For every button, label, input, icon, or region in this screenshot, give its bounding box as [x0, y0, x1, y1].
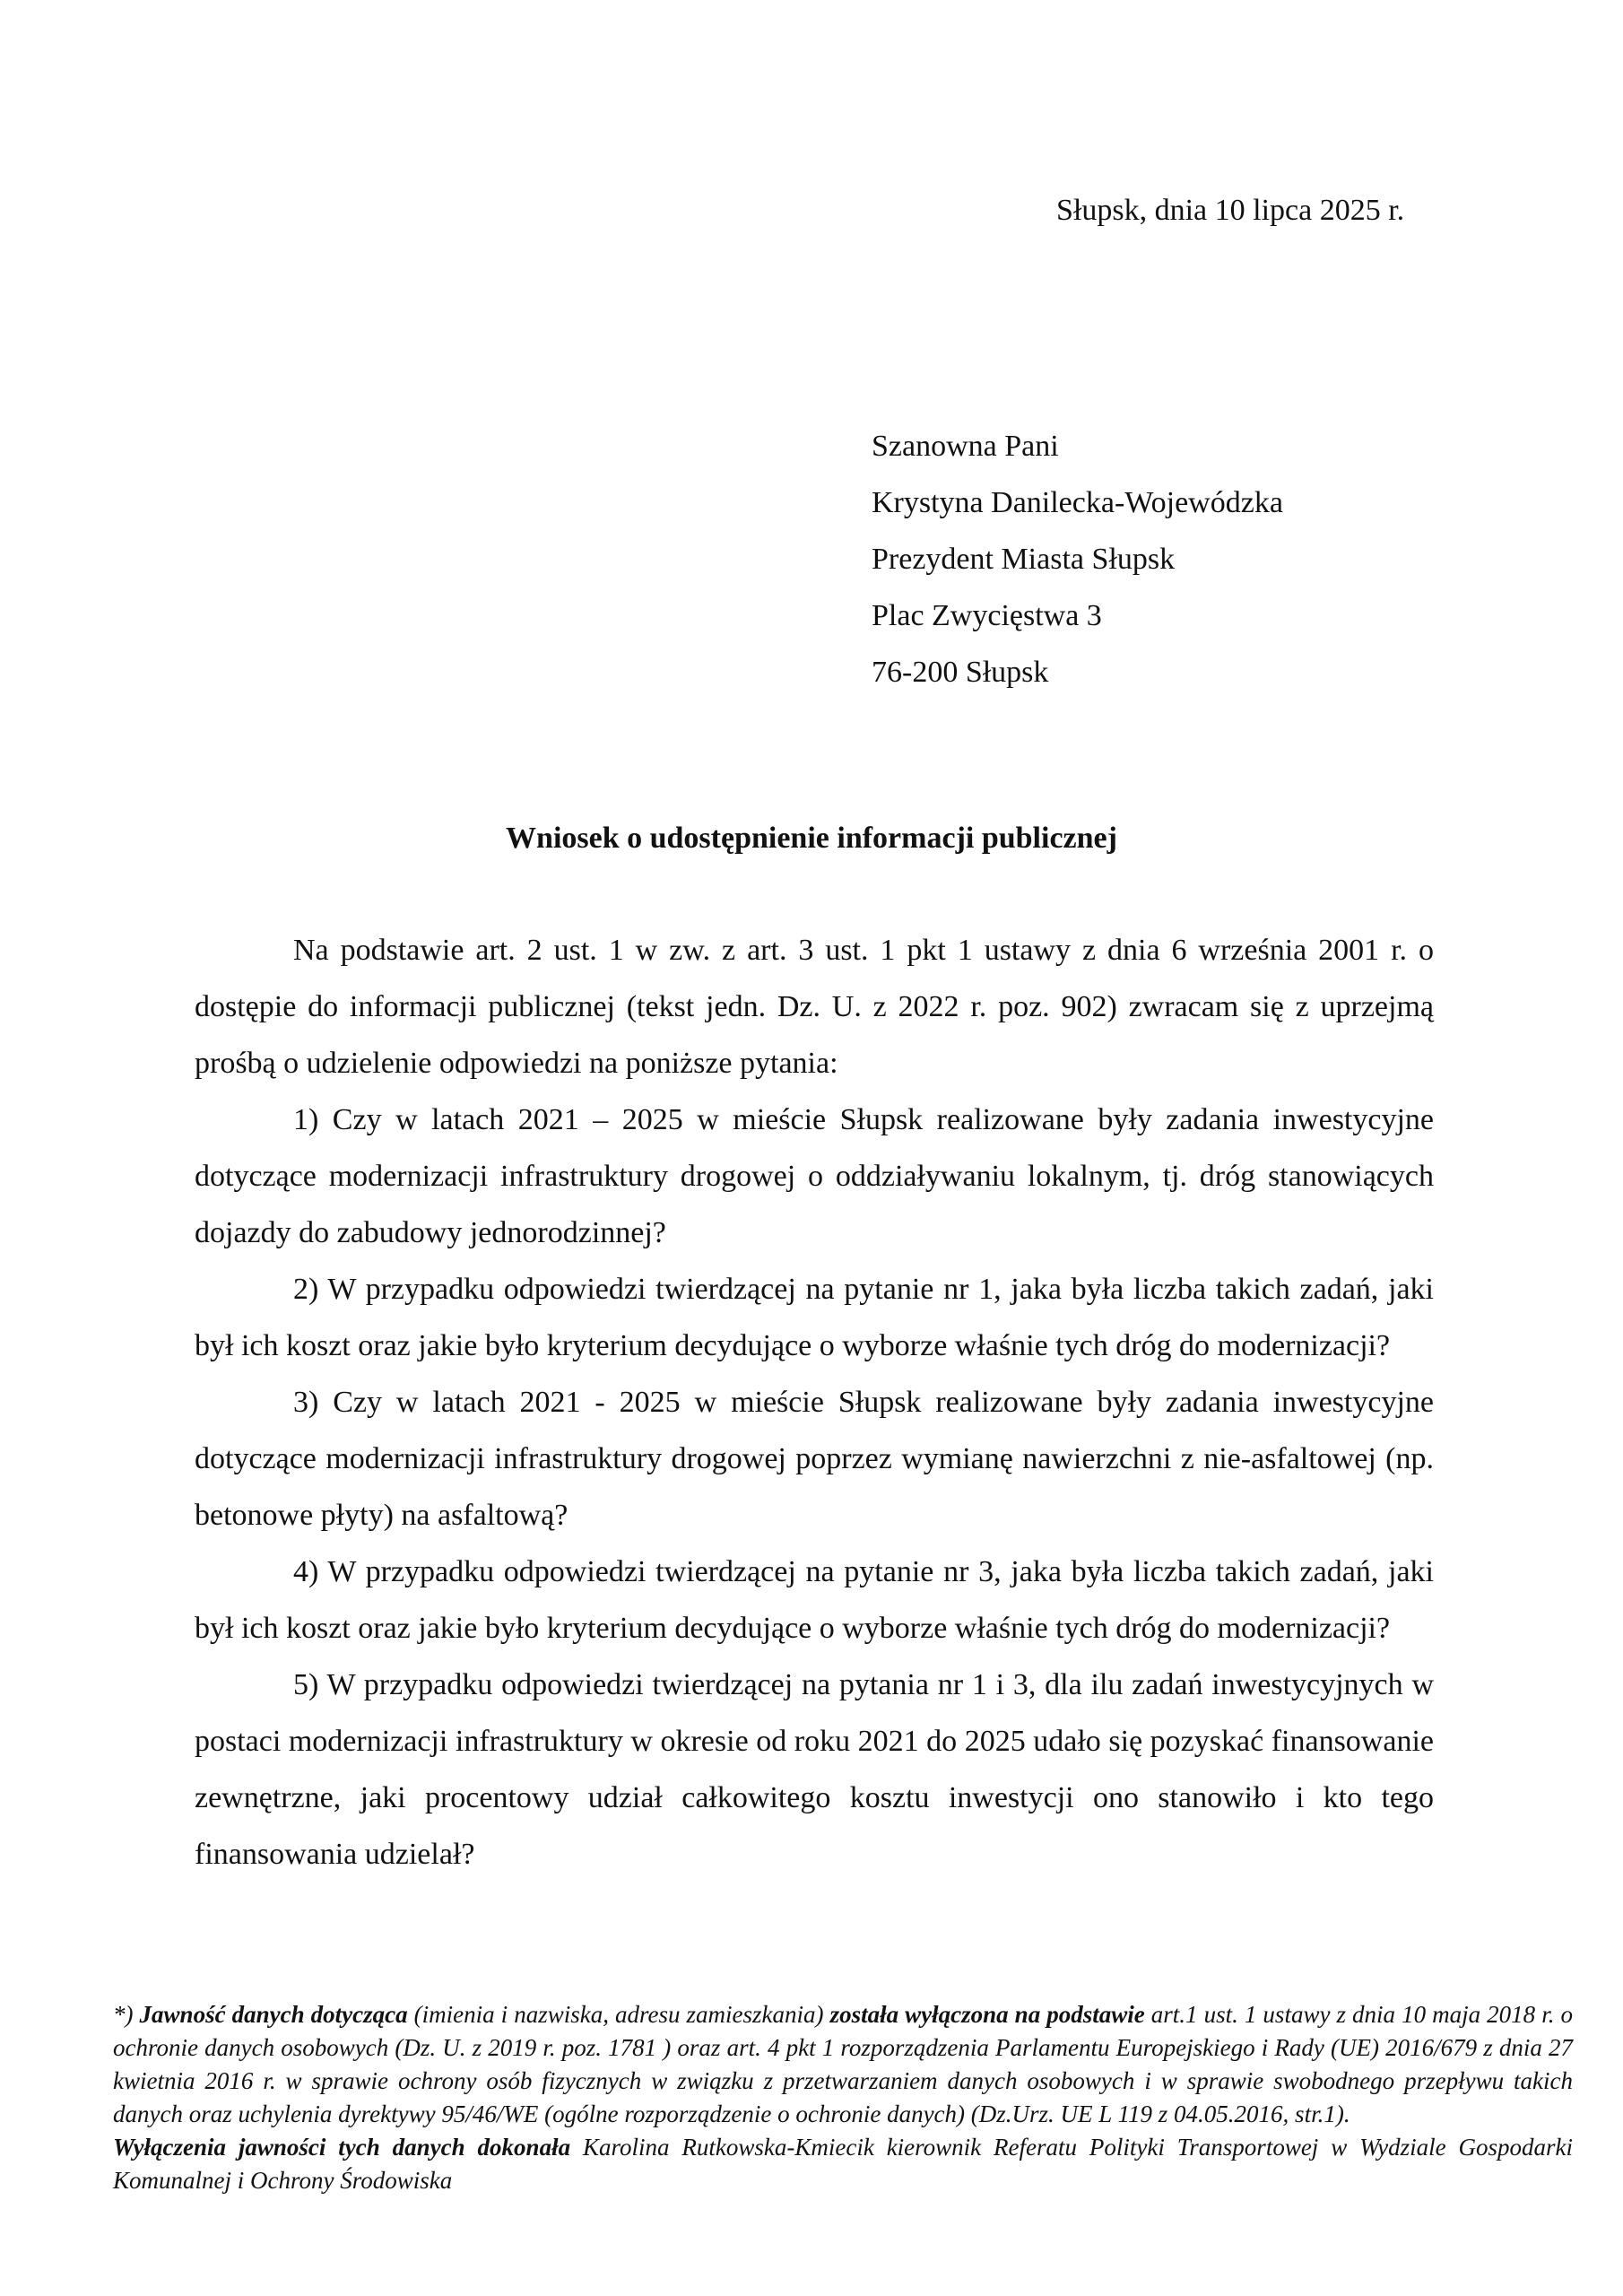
recipient-salutation: Szanowna Pani [872, 430, 1059, 463]
letter-body [195, 922, 1434, 1883]
footnote-text-2: art.1 ust. 1 ustawy z dnia 10 maja 2018 r. o ochronie danych osobowych (Dz. U. z 2019 r. poz. 1781 ) oraz art. 4 pkt 1 rozporządzenia Parlamentu Europejskiego i Rady (UE) 2016/679 z dnia 27 kwietnia 2016 r. w sprawie ochrony osób fizycznych w związku z przetwarzaniem danych osobowych i w sprawie swobodnego przepływu takich danych oraz uchylenia dyrektywy 95/46/WE (ogólne rozporządzenie o ochronie danych) (Dz.Urz. UE L 119 z 04.05.2016, str.1). [113, 2001, 1573, 2127]
footnote-bold-3: Wyłączenia jawności tych danych dokonała [113, 2134, 571, 2161]
question-5: 5) W przypadku odpowiedzi twierdzącej na pytania nr 1 i 3, dla ilu zadań inwestycyjnych w postaci modernizacji infrastruktury w okresie od roku 2021 do 2025 udało się pozyskać finansowanie zewnętrzne, jaki procentowy udział całkowitego kosztu inwestycji ono stanowiło i kto tego finansowania udzielał? [195, 1668, 1434, 1871]
question-1: 1) Czy w latach 2021 – 2025 w mieście Słupsk realizowane były zadania inwestycyjne dotyczące modernizacji infrastruktury drogowej o oddziaływaniu lokalnym, tj. dróg stanowiących dojazdy do zabudowy jednorodzinnej? [195, 1103, 1434, 1249]
intro-paragraph: Na podstawie art. 2 ust. 1 w zw. z art. 3 ust. 1 pkt 1 ustawy z dnia 6 września 2001 r. o dostępie do informacji publicznej (tekst jedn. Dz. U. z 2022 r. poz. 902) zwracam się z uprzejmą prośbą o udzielenie odpowiedzi na poniższe pytania: [195, 934, 1434, 1080]
footnote-text-1: (imienia i nazwiska, adresu zamieszkania) [407, 2001, 830, 2028]
footnote-bold-2: została wyłączona na podstawie [829, 2001, 1145, 2028]
footnote-text-3: Karolina Rutkowska-Kmiecik kierownik Referatu Polityki Transportowej w Wydziale Gospodarki Komunalnej i Ochrony Środowiska [113, 2134, 1573, 2194]
question-4: 4) W przypadku odpowiedzi twierdzącej na pytanie nr 3, jaka była liczba takich zadań, jaki był ich koszt oraz jakie było kryterium decydujące o wyborze właśnie tych dróg do modernizacji? [195, 1555, 1434, 1645]
recipient-city: 76-200 Słupsk [872, 656, 1049, 689]
footnote-paragraph-2 [113, 2131, 1573, 2197]
question-3: 3) Czy w latach 2021 - 2025 w mieście Słupsk realizowane były zadania inwestycyjne dotyczące modernizacji infrastruktury drogowej poprzez wymianę nawierzchni z nie-asfaltowej (np. betonowe płyty) na asfaltową? [195, 1386, 1434, 1532]
recipient-position: Prezydent Miasta Słupsk [872, 543, 1176, 576]
recipient-address-block [872, 418, 1283, 700]
footnote-paragraph-1 [113, 1998, 1573, 2131]
recipient-street: Plac Zwycięstwa 3 [872, 599, 1102, 632]
question-2: 2) W przypadku odpowiedzi twierdzącej na pytanie nr 1, jaka była liczba takich zadań, jaki był ich koszt oraz jakie było kryterium decydujące o wyborze właśnie tych dróg do modernizacji? [195, 1273, 1434, 1362]
footnote [113, 1998, 1573, 2197]
letter-date: Słupsk, dnia 10 lipca 2025 r. [1056, 194, 1405, 227]
footnote-bold-1: Jawność danych dotycząca [139, 2001, 408, 2028]
footnote-marker: *) [113, 2001, 140, 2028]
document-title: Wniosek o udostępnienie informacji publicznej [506, 822, 1117, 855]
recipient-name: Krystyna Danilecka-Wojewódzka [872, 486, 1283, 519]
